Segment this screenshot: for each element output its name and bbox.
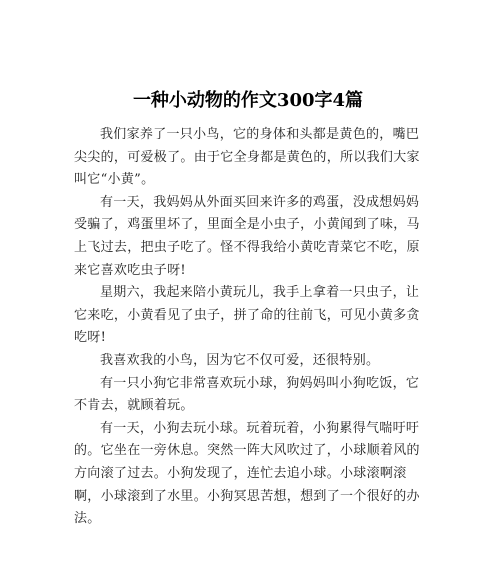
- paragraph: 我喜欢我的小鸟，因为它不仅可爱，还很特别。: [100, 352, 380, 368]
- document-body: [74, 124, 424, 531]
- document-title: 一种小动物的作文300字4篇: [132, 90, 364, 111]
- paragraph: 星期六，我起来陪小黄玩儿，我手上拿着一只虫子，让它来吃，小黄看见了虫子，拼了命的往前飞，可见小黄多贪吃呀!: [74, 285, 420, 346]
- paragraph: 有一天，小狗去玩小球。玩着玩着，小狗累得气喘吁吁的。它坐在一旁休息。突然一阵大风吹过了，小球顺着风的方向滚了过去。小狗发现了，连忙去追小球。小球滚啊滚啊，小球滚到了水里。小狗冥思苦想，想到了一个很好的办法。: [74, 420, 420, 527]
- paragraph: 我们家养了一只小鸟，它的身体和头都是黄色的，嘴巴尖尖的，可爱极了。由于它全身都是黄色的，所以我们大家叫它“小黄”。: [74, 127, 420, 188]
- paragraph: 有一天，我妈妈从外面买回来许多的鸡蛋，没成想妈妈受骗了，鸡蛋里坏了，里面全是小虫子，小黄闻到了味，马上飞过去，把虫子吃了。怪不得我给小黄吃青菜它不吃，原来它喜欢吃虫子呀!: [74, 194, 420, 278]
- paragraph: 有一只小狗它非常喜欢玩小球，狗妈妈叫小狗吃饭，它不肯去，就顾着玩。: [74, 375, 420, 414]
